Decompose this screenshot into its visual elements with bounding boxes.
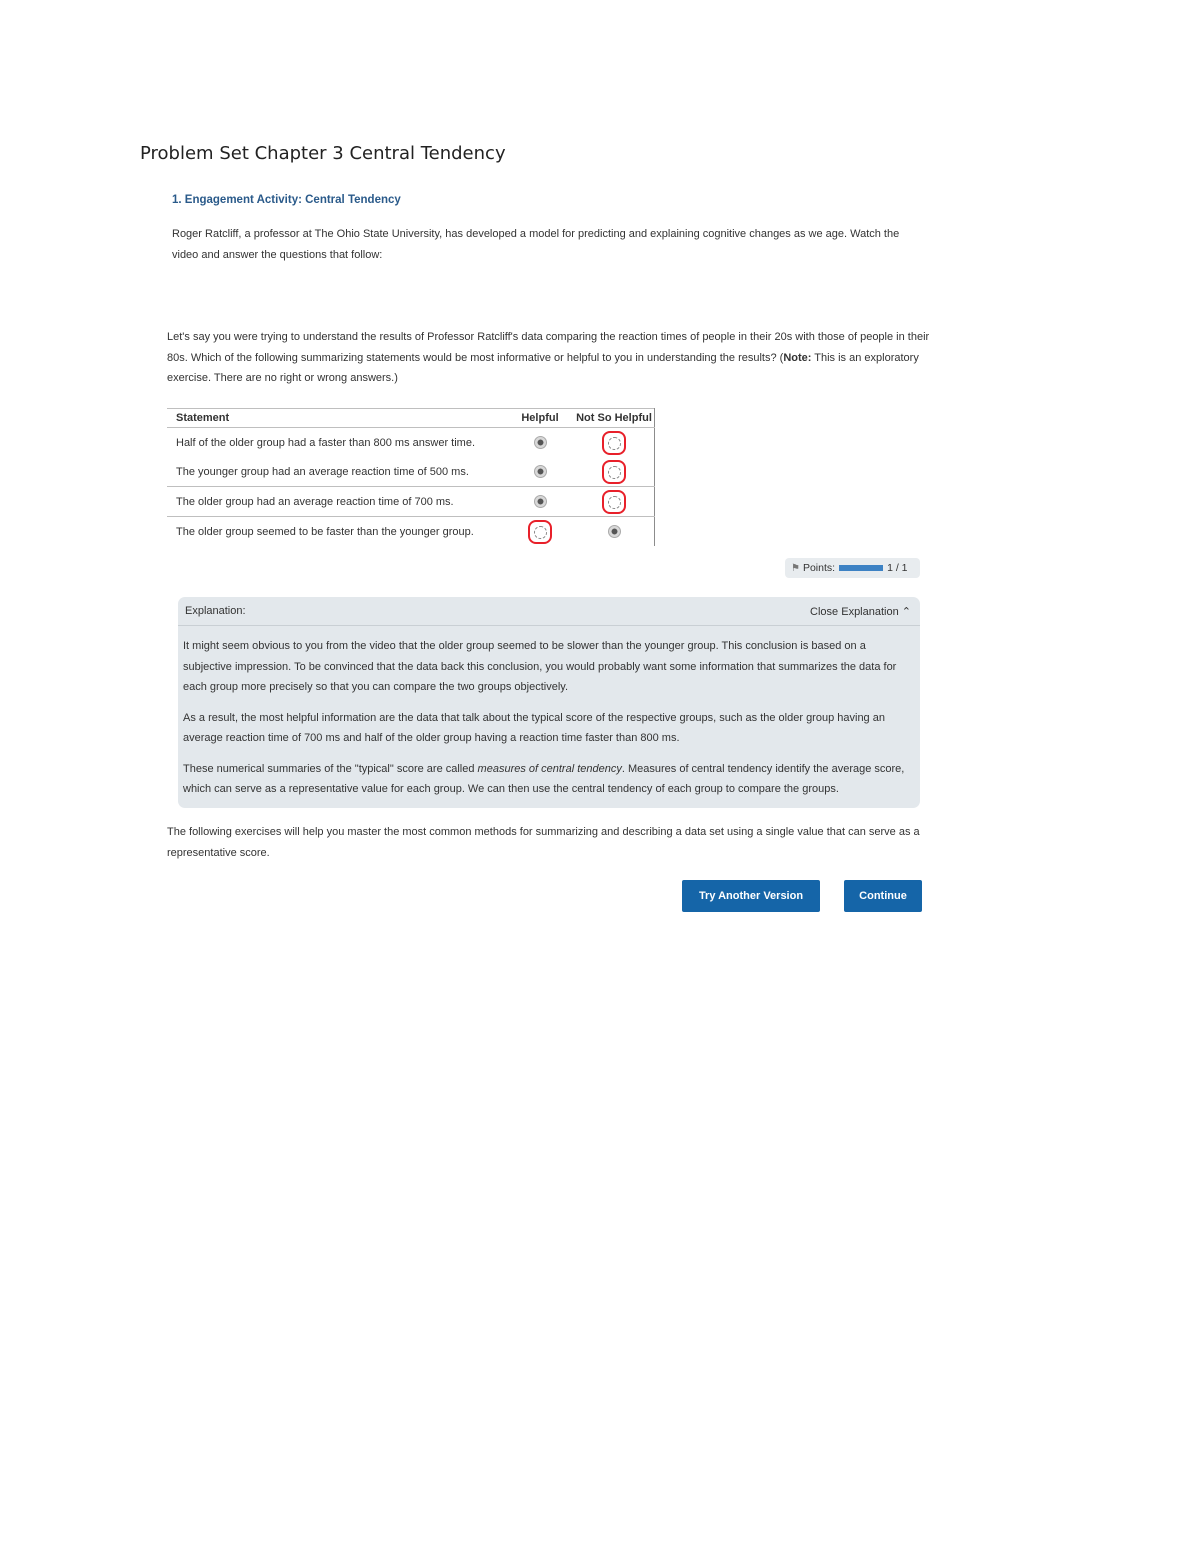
explanation-body <box>183 636 910 810</box>
not-so-helpful-cell <box>574 487 655 517</box>
table-row <box>167 517 655 547</box>
header-not-so-helpful: Not So Helpful <box>574 409 655 428</box>
table-header-row <box>167 409 655 428</box>
points-label: Points: <box>802 562 836 574</box>
statement-cell: The older group had an average reaction time of 700 ms. <box>167 487 506 517</box>
points-flag-icon: ⚑ <box>791 562 800 574</box>
question-intro: Roger Ratcliff, a professor at The Ohio State University, has developed a model for predicting and explaining cognitive changes as we age. Watch the video and answer the questions that follow: <box>172 228 900 261</box>
radio-empty-icon[interactable] <box>608 466 621 479</box>
header-statement: Statement <box>167 409 506 428</box>
radio-empty-icon[interactable] <box>534 526 547 539</box>
not-so-helpful-cell <box>574 428 655 458</box>
points-value: 1 / 1 <box>887 562 908 574</box>
points-badge <box>785 558 920 578</box>
chevron-up-icon: ⌃ <box>901 606 911 618</box>
explanation-header <box>178 597 920 626</box>
radio-empty-icon[interactable] <box>608 437 621 450</box>
highlight-ring-icon <box>602 490 626 514</box>
explanation-paragraph <box>183 759 910 800</box>
try-another-version-button[interactable]: Try Another Version <box>682 880 820 912</box>
radio-selected-icon[interactable] <box>534 436 547 449</box>
explanation-p3-emphasis: measures of central tendency <box>477 762 622 775</box>
close-explanation-link[interactable] <box>810 605 911 618</box>
not-so-helpful-cell <box>574 457 655 487</box>
explanation-title: Explanation: <box>185 605 246 617</box>
prompt-note-label: Note: <box>783 351 812 364</box>
table-row <box>167 428 655 458</box>
points-progress-bar <box>839 565 883 571</box>
helpful-cell <box>506 487 574 517</box>
question-heading: 1. Engagement Activity: Central Tendency <box>172 194 401 206</box>
explanation-paragraph: As a result, the most helpful information are the data that talk about the typical score of the respective groups, such as the older group having an average reaction time of 700 ms and half of the older group having a reaction time faster than 800 ms. <box>183 711 885 744</box>
close-explanation-label: Close Explanation <box>810 606 899 618</box>
radio-empty-icon[interactable] <box>608 496 621 509</box>
explanation-panel <box>178 597 920 808</box>
explanation-paragraph: It might seem obvious to you from the video that the older group seemed to be slower than the younger group. This conclusion is based on a subjective impression. To be convinced that the data back this conclusion, you would probably want some information that summarizes the data for each group more precisely so that you can compare the two groups objectively. <box>183 640 897 693</box>
helpful-cell <box>506 517 574 547</box>
highlight-ring-icon <box>602 460 626 484</box>
statement-cell: The older group seemed to be faster than the younger group. <box>176 525 474 538</box>
prompt-end: This is an exploratory exercise. There are no right or wrong answers.) <box>167 351 919 384</box>
radio-selected-icon[interactable] <box>534 495 547 508</box>
helpful-cell <box>506 457 574 487</box>
statement-table <box>167 408 655 546</box>
question-prompt <box>167 327 932 389</box>
explanation-p3-end: . Measures of central tendency identify the average score, which can serve as a representative value for each group. We can then use the central tendency of each group to compare the groups. <box>183 762 905 795</box>
highlight-ring-icon <box>602 431 626 455</box>
highlight-ring-icon <box>528 520 552 544</box>
statement-cell: Half of the older group had a faster than 800 ms answer time. <box>176 436 475 449</box>
explanation-p3-start: These numerical summaries of the "typical" score are called <box>183 762 478 775</box>
document-title: Problem Set Chapter 3 Central Tendency <box>140 143 506 164</box>
radio-selected-icon[interactable] <box>608 525 621 538</box>
radio-selected-icon[interactable] <box>534 465 547 478</box>
not-so-helpful-cell <box>574 517 655 547</box>
statement-cell: The younger group had an average reaction time of 500 ms. <box>167 457 506 487</box>
table-row <box>167 457 655 487</box>
closing-text: The following exercises will help you master the most common methods for summarizing and describing a data set using a single value that can serve as a representative score. <box>167 826 920 859</box>
table-row <box>167 487 655 517</box>
continue-button[interactable]: Continue <box>844 880 922 912</box>
helpful-cell <box>506 428 574 458</box>
prompt-start: Let's say you were trying to understand the results of Professor Ratcliff's data comparing the reaction times of people in their 20s with those of people in their 80s. Which of the following summarizing statements would be most informative or helpful to you in understanding the results? ( <box>167 331 930 364</box>
header-helpful: Helpful <box>506 409 574 428</box>
